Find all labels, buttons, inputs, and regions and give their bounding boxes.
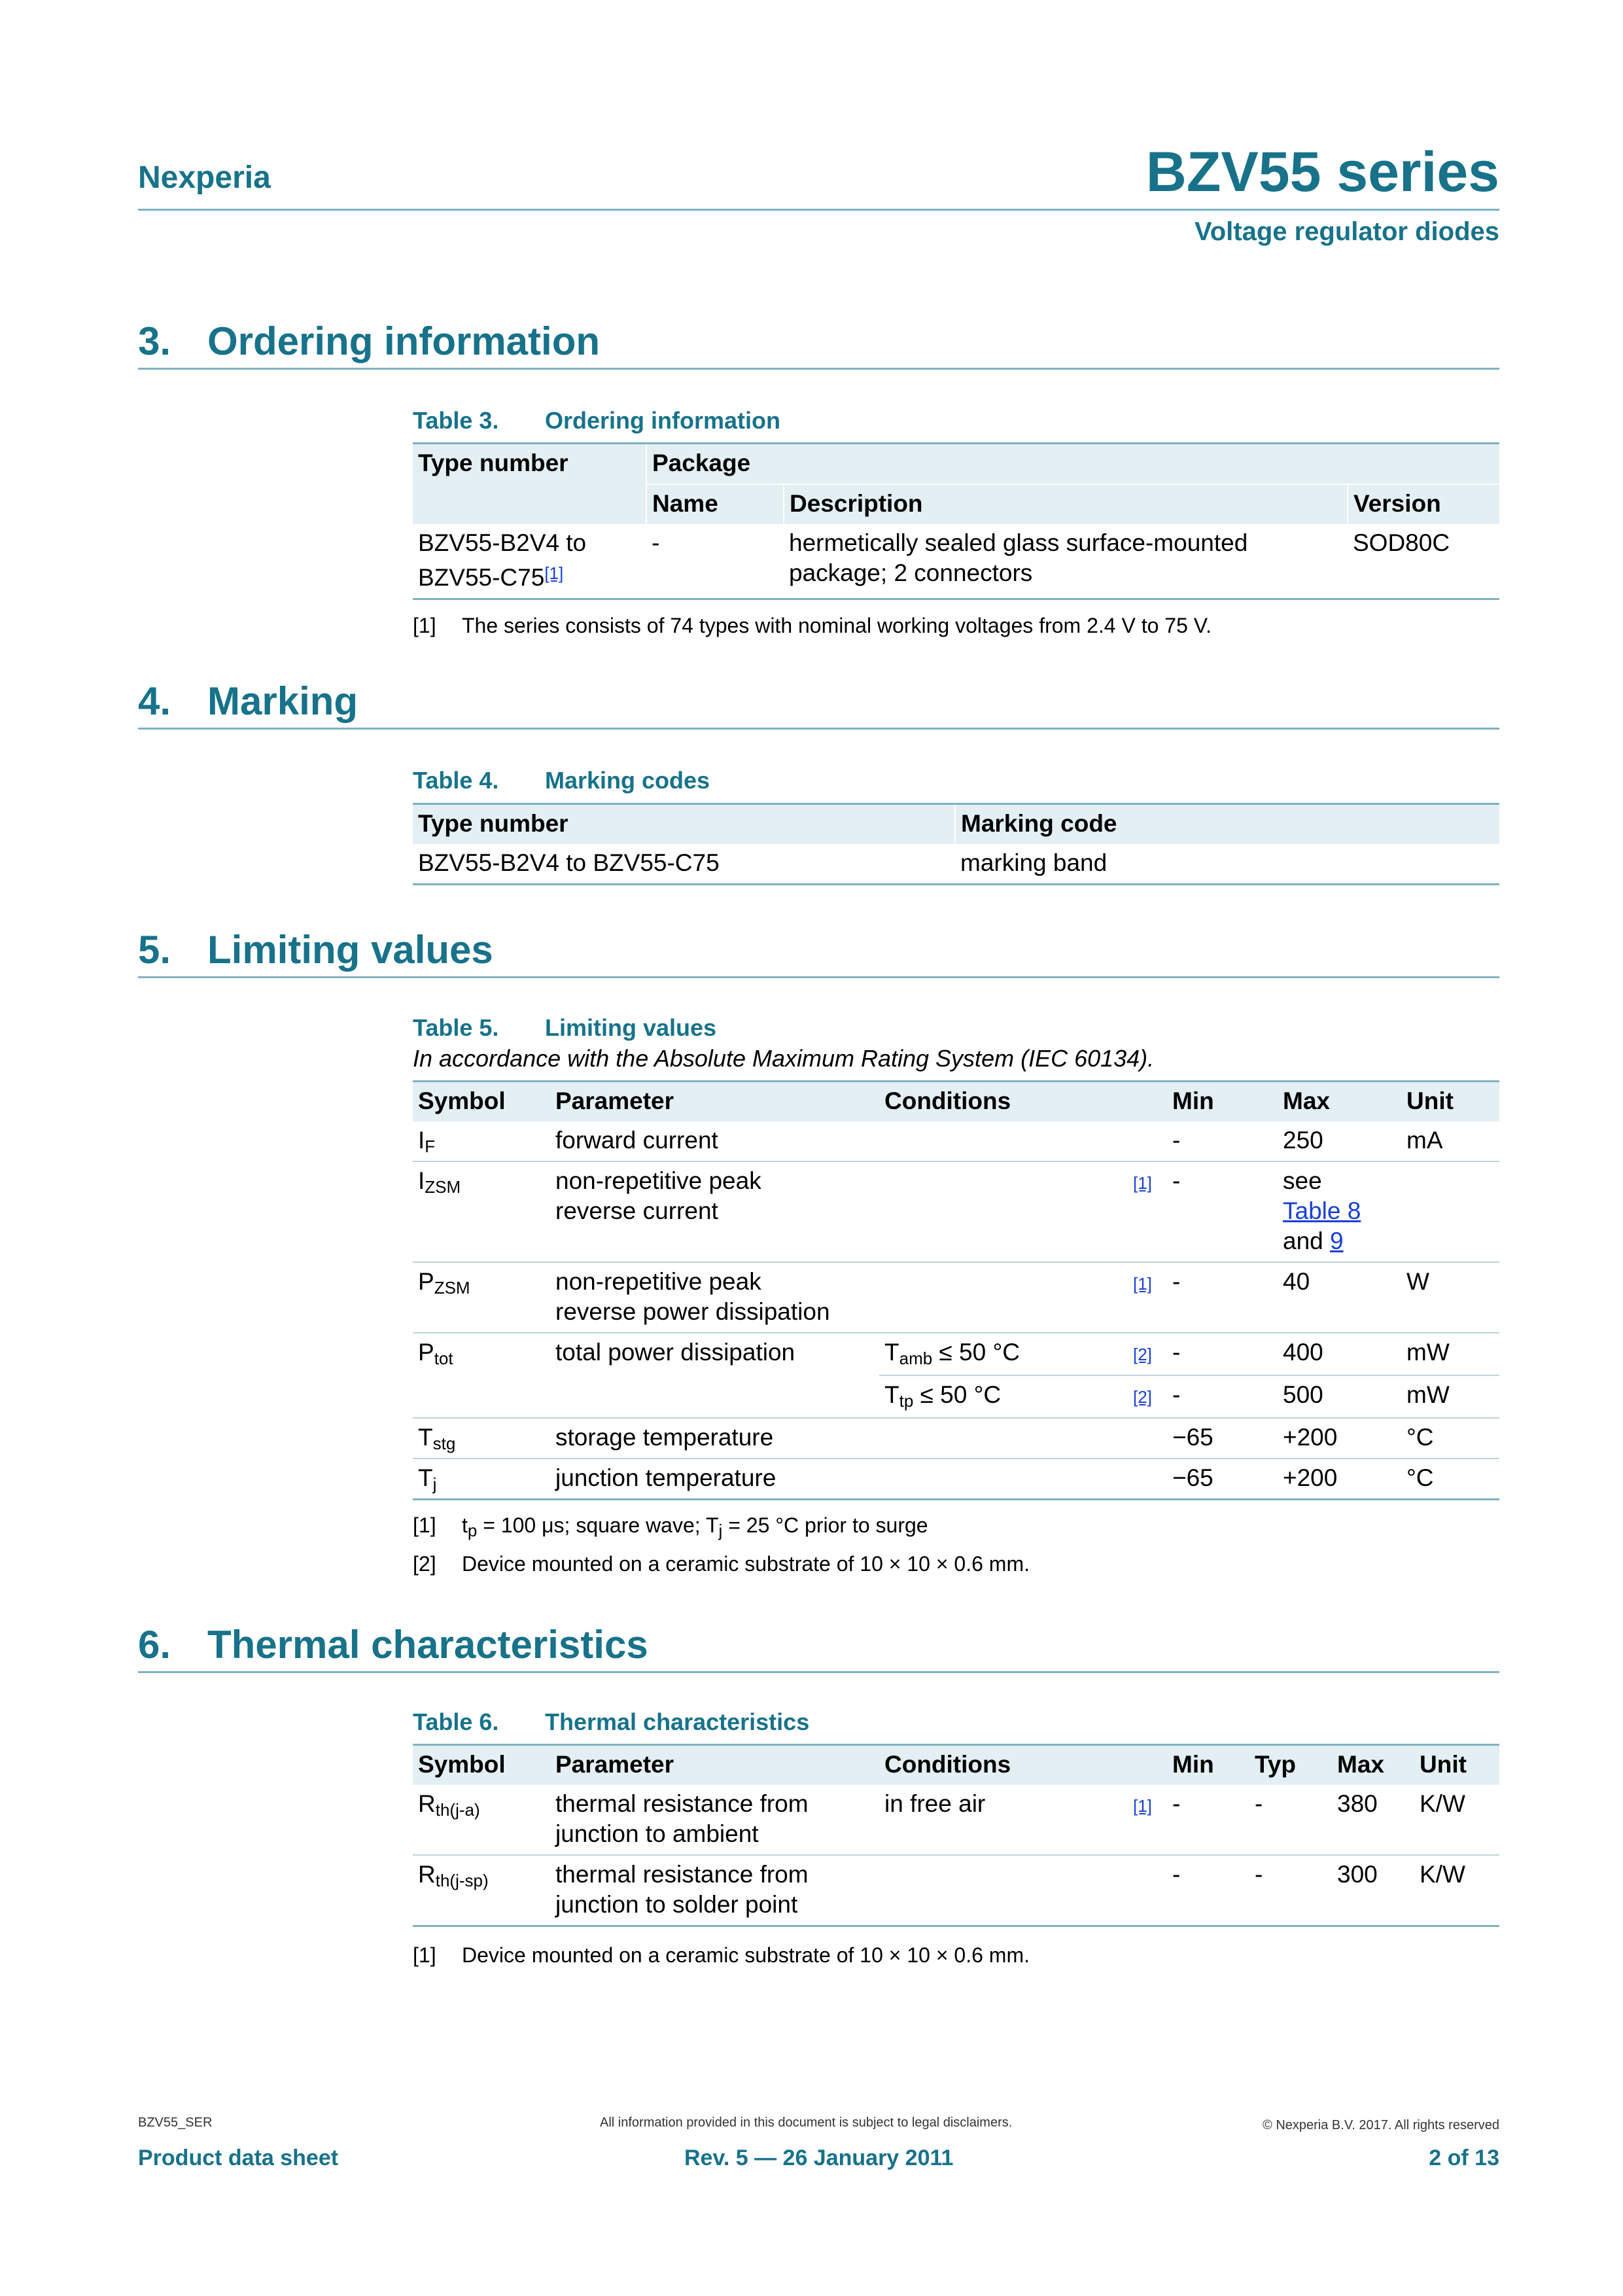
parameter-cell: forward current <box>550 1122 879 1161</box>
footnote-text: The series consists of 74 types with nominal working voltages from 2.4 V to 75 V. <box>462 614 1212 637</box>
description-cell <box>784 524 1348 599</box>
thermal-table <box>413 1744 1499 1927</box>
unit-cell: mW <box>1401 1375 1499 1418</box>
header-package: Package <box>646 444 1499 485</box>
table-label: Table 5. <box>413 1014 499 1041</box>
note-cell <box>1128 1418 1167 1458</box>
marking-table <box>413 803 1499 885</box>
table-label: Table 3. <box>413 407 499 434</box>
typ-cell: - <box>1249 1855 1332 1926</box>
table-title: Ordering information <box>545 407 780 434</box>
header-parameter: Parameter <box>550 1082 879 1122</box>
conditions-cell <box>879 1458 1128 1500</box>
cell-text: BZV55-B2V4 to <box>418 529 587 556</box>
conditions-cell: in free air <box>879 1785 1128 1855</box>
table-row <box>413 1458 1499 1500</box>
table-label: Table 4. <box>413 767 499 794</box>
section-number: 5. <box>138 928 171 972</box>
min-cell: - <box>1167 1855 1249 1926</box>
header-parameter: Parameter <box>550 1745 879 1786</box>
table-row <box>413 524 1499 599</box>
header-type-number: Type number <box>413 804 955 845</box>
document-subtitle: Voltage regulator diodes <box>1195 217 1499 246</box>
table-5-subtitle: In accordance with the Absolute Maximum Rating System (IEC 60134). <box>413 1045 1155 1072</box>
cell-text: BZV55-C75 <box>418 564 545 591</box>
conditions-cell <box>879 1855 1128 1926</box>
type-number-cell: BZV55-B2V4 to BZV55-C75 <box>413 844 955 885</box>
header-note <box>1128 1745 1167 1786</box>
footnote-mark: [1] <box>413 1943 436 1967</box>
note-cell <box>1128 1458 1167 1500</box>
document-title: BZV55 series <box>1145 141 1499 203</box>
conditions-cell <box>879 1262 1128 1333</box>
max-cell: 300 <box>1332 1855 1414 1926</box>
table-row <box>413 1262 1499 1333</box>
table-row <box>413 1785 1499 1855</box>
limiting-values-table <box>413 1080 1499 1500</box>
table-row <box>413 1122 1499 1161</box>
note-cell <box>1128 1855 1167 1926</box>
parameter-cell: non-repetitive peak reverse power dissipation <box>550 1262 879 1333</box>
note-cell <box>1128 1333 1167 1375</box>
cell-text: hermetically sealed glass surface-mounted <box>789 529 1248 556</box>
header-unit: Unit <box>1401 1082 1499 1122</box>
unit-cell: K/W <box>1414 1785 1499 1855</box>
footnote-ref[interactable]: [2] <box>1133 1345 1152 1364</box>
name-cell: - <box>646 524 784 599</box>
footnote-mark: [1] <box>413 1513 436 1537</box>
conditions-cell <box>879 1418 1128 1458</box>
parameter-cell: thermal resistance from junction to ambient <box>550 1785 879 1855</box>
conditions-cell: $T_{amb} \le 50$ °C <box>879 1333 1128 1375</box>
max-cell: +200 <box>1278 1418 1401 1458</box>
symbol-cell: $P_{tot}$ <box>413 1333 550 1418</box>
min-cell: - <box>1167 1262 1278 1333</box>
header-conditions: Conditions <box>879 1745 1128 1786</box>
header-conditions: Conditions <box>879 1082 1128 1122</box>
marking-code-cell: marking band <box>955 844 1499 885</box>
note-cell <box>1128 1161 1167 1262</box>
section-title: Marking <box>207 679 358 723</box>
section-6-heading <box>138 1611 1499 1673</box>
unit-cell: mW <box>1401 1333 1499 1375</box>
unit-cell: °C <box>1401 1418 1499 1458</box>
table-5-caption <box>413 1014 717 1042</box>
symbol-cell: $I_{ZSM}$ <box>413 1161 550 1262</box>
symbol-cell: $T_j$ <box>413 1458 550 1500</box>
footer-doc-type: Product data sheet <box>138 2146 339 2170</box>
ordering-table <box>413 442 1499 600</box>
max-cell: 250 <box>1278 1122 1401 1161</box>
symbol-cell: $T_{stg}$ <box>413 1418 550 1458</box>
table-title: Limiting values <box>545 1014 717 1041</box>
header-symbol: Symbol <box>413 1745 550 1786</box>
min-cell: - <box>1167 1375 1278 1418</box>
parameter-cell: total power dissipation <box>550 1333 879 1418</box>
min-cell: - <box>1167 1122 1278 1161</box>
table-9-link[interactable]: 9 <box>1330 1227 1344 1254</box>
min-cell: - <box>1167 1333 1278 1375</box>
brand-name: Nexperia <box>138 160 271 195</box>
header-version: Version <box>1348 484 1499 524</box>
section-4-heading <box>138 667 1499 730</box>
conditions-cell <box>879 1161 1128 1262</box>
footnote-ref[interactable]: [1] <box>1133 1796 1152 1816</box>
table-row <box>413 844 1499 885</box>
footer-revision: Rev. 5 — 26 January 2011 <box>684 2146 954 2170</box>
parameter-cell: thermal resistance from junction to solder point <box>550 1855 879 1926</box>
parameter-cell: junction temperature <box>550 1458 879 1500</box>
max-cell: +200 <box>1278 1458 1401 1500</box>
min-cell: −65 <box>1167 1418 1278 1458</box>
footer-disclaimer: All information provided in this document is subject to legal disclaimers. <box>600 2115 1013 2130</box>
symbol-cell: $P_{ZSM}$ <box>413 1262 550 1333</box>
header-max: Max <box>1278 1082 1401 1122</box>
header-typ: Typ <box>1249 1745 1332 1786</box>
cell-text: package; 2 connectors <box>789 559 1033 586</box>
table-row <box>413 1418 1499 1458</box>
max-cell: 40 <box>1278 1262 1401 1333</box>
table-6-caption <box>413 1708 810 1736</box>
section-number: 3. <box>138 319 171 363</box>
section-5-heading <box>138 916 1499 978</box>
table-title: Thermal characteristics <box>545 1708 810 1735</box>
unit-cell <box>1401 1161 1499 1262</box>
header-type-number: Type number <box>413 444 646 525</box>
symbol-cell: $R_{th(j-sp)}$ <box>413 1855 550 1926</box>
header-unit: Unit <box>1414 1745 1499 1786</box>
footnote-mark: [2] <box>413 1552 436 1576</box>
footnote-mark: [1] <box>413 614 436 637</box>
section-title: Thermal characteristics <box>207 1623 648 1667</box>
footnote-text: $t_p = 100$ μs; square wave; $T_j = 25$ °C prior to surge <box>462 1513 928 1540</box>
unit-cell: mA <box>1401 1122 1499 1161</box>
header-marking-code: Marking code <box>955 804 1499 845</box>
table-8-link[interactable]: Table 8 <box>1283 1197 1361 1224</box>
parameter-cell: storage temperature <box>550 1418 879 1458</box>
table-3-caption <box>413 407 780 434</box>
note-cell <box>1128 1262 1167 1333</box>
footnote-text: Device mounted on a ceramic substrate of 10 × 10 × 0.6 mm. <box>462 1943 1030 1967</box>
table-title: Marking codes <box>545 767 710 794</box>
footnote-ref[interactable]: [1] <box>1133 1173 1152 1193</box>
section-title: Limiting values <box>207 928 493 972</box>
header-min: Min <box>1167 1745 1249 1786</box>
table-row <box>413 1333 1499 1375</box>
table-row <box>413 1161 1499 1262</box>
footer-doc-id: BZV55_SER <box>138 2115 213 2130</box>
note-cell <box>1128 1375 1167 1418</box>
header-min: Min <box>1167 1082 1278 1122</box>
symbol-cell: $R_{th(j-a)}$ <box>413 1785 550 1855</box>
footnote-ref[interactable]: [1] <box>544 563 564 583</box>
footnote-ref[interactable]: [1] <box>1133 1274 1152 1294</box>
table-row <box>413 1855 1499 1926</box>
max-cell: 400 <box>1278 1333 1401 1375</box>
unit-cell: K/W <box>1414 1855 1499 1926</box>
typ-cell: - <box>1249 1785 1332 1855</box>
min-cell: −65 <box>1167 1458 1278 1500</box>
max-cell: 500 <box>1278 1375 1401 1418</box>
max-cell: 380 <box>1332 1785 1414 1855</box>
unit-cell: °C <box>1401 1458 1499 1500</box>
min-cell: - <box>1167 1785 1249 1855</box>
unit-cell: W <box>1401 1262 1499 1333</box>
footer-copyright: © Nexperia B.V. 2017. All rights reserved <box>1263 2118 1499 2132</box>
footnote-text: Device mounted on a ceramic substrate of 10 × 10 × 0.6 mm. <box>462 1552 1030 1576</box>
max-cell: see Table 8 and 9 <box>1278 1161 1401 1262</box>
parameter-cell: non-repetitive peak reverse current <box>550 1161 879 1262</box>
table-label: Table 6. <box>413 1708 499 1735</box>
header-divider <box>138 209 1499 211</box>
header-description: Description <box>784 484 1348 524</box>
conditions-cell <box>879 1122 1128 1161</box>
header-max: Max <box>1332 1745 1414 1786</box>
min-cell: - <box>1167 1161 1278 1262</box>
note-cell <box>1128 1785 1167 1855</box>
section-title: Ordering information <box>207 319 600 363</box>
conditions-cell: $T_{tp} \le 50$ °C <box>879 1375 1128 1418</box>
footnote-ref[interactable]: [2] <box>1133 1387 1152 1407</box>
header-name: Name <box>646 484 784 524</box>
section-number: 6. <box>138 1623 171 1667</box>
type-number-cell <box>413 524 646 599</box>
section-3-heading <box>138 308 1499 370</box>
header-symbol: Symbol <box>413 1082 550 1122</box>
table-4-caption <box>413 767 710 794</box>
header-note <box>1128 1082 1167 1122</box>
footer-page-number: 2 of 13 <box>1429 2146 1499 2170</box>
section-number: 4. <box>138 679 171 723</box>
note-cell <box>1128 1122 1167 1161</box>
version-cell: SOD80C <box>1348 524 1499 599</box>
symbol-cell: $I_F$ <box>413 1122 550 1161</box>
